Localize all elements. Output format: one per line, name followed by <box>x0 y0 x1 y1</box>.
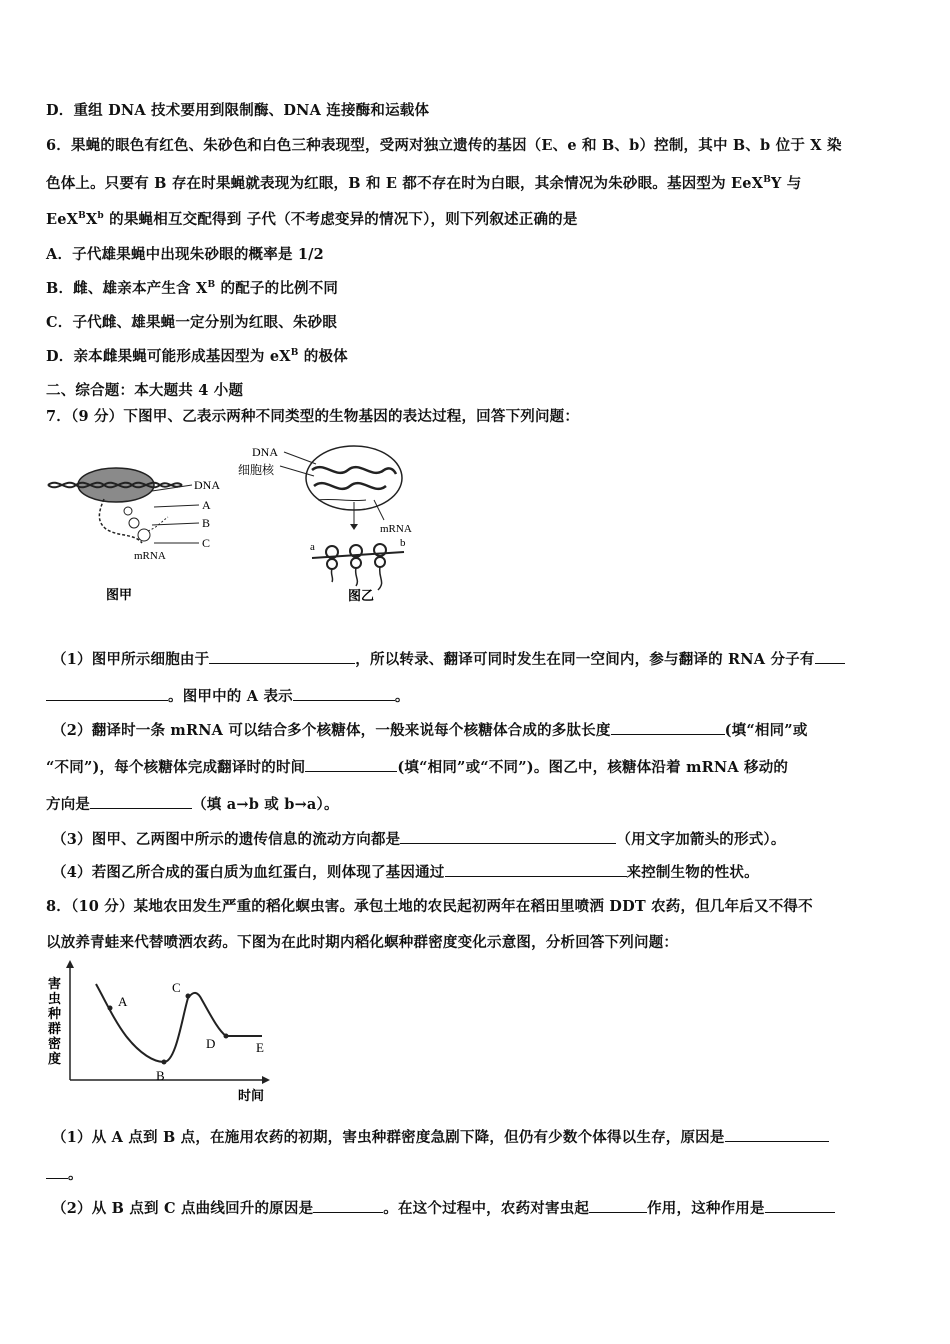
label-mrna: mRNA <box>134 550 166 562</box>
ribosome-yi-1b <box>327 559 337 569</box>
ribosome-yi-2b <box>351 558 361 568</box>
label-dna: DNA <box>194 478 220 492</box>
q5-option-d: D．重组 DNA 技术要用到限制酶、DNA 连接酶和运载体 <box>46 102 430 119</box>
x-axis-arrow <box>262 1076 270 1084</box>
label-a: A <box>202 498 211 512</box>
q6-stem-line1: 6．果蝇的眼色有红色、朱砂色和白色三种表现型，受两对独立遗传的基因（E、e 和 B、b）控制，其中 B、b 位于 X 染 <box>46 137 842 154</box>
mrna-inside <box>318 499 366 500</box>
caption-jia: 图甲 <box>106 587 133 602</box>
ribosome-yi-3b <box>375 557 385 567</box>
x-axis-label: 时间 <box>238 1088 265 1103</box>
answer-blank[interactable] <box>725 1127 829 1142</box>
label-nucleus: 细胞核 <box>238 463 275 477</box>
label-mrna-yi: mRNA <box>380 523 412 535</box>
svg-text:害: 害 <box>48 976 62 991</box>
transport-arrowhead <box>350 524 358 530</box>
dna-coil-2 <box>314 483 386 489</box>
answer-blank[interactable] <box>815 649 845 664</box>
mrna-strand <box>99 499 142 543</box>
answer-blank[interactable] <box>611 720 725 735</box>
point-d-label: D <box>206 1036 216 1051</box>
label-b: B <box>202 516 211 530</box>
svg-text:群: 群 <box>48 1021 62 1036</box>
point-a-marker <box>108 1006 113 1011</box>
label-c: C <box>202 536 211 550</box>
svg-text:虫: 虫 <box>48 991 62 1006</box>
caption-yi: 图乙 <box>348 588 375 603</box>
answer-blank[interactable] <box>305 757 397 772</box>
q6-option-b: B．雌、雄亲本产生含 $X^B$ 的配子的比例不同 <box>46 280 339 297</box>
point-b-marker <box>162 1060 167 1065</box>
answer-blank[interactable] <box>293 686 395 701</box>
y-axis-arrow <box>66 960 74 968</box>
section-title: 二、综合题：本大题共 4 小题 <box>46 382 244 399</box>
answer-blank[interactable] <box>46 686 168 701</box>
q8-part1-line2: 。 <box>46 1164 908 1185</box>
answer-blank[interactable] <box>46 1164 68 1179</box>
point-b-label: B <box>156 1068 165 1083</box>
peptide-3 <box>378 567 382 590</box>
point-c-marker <box>186 994 191 999</box>
q7-part3: （3）图甲、乙两图中所示的遗传信息的流动方向都是 （用文字加箭头的形式）。 <box>52 831 786 848</box>
q7-part2-line1: （2）翻译时一条 mRNA 可以结合多个核糖体，一般来说每个核糖体合成的多肽长度 (填“相同”或 <box>52 722 808 739</box>
q6-stem-line2: 色体上。只要有 B 存在时果蝇就表现为红眼，B 和 E 都不存在时为白眼，其余情况为朱砂眼。基因型为 EeX$^B$Y 与 <box>46 175 802 192</box>
q6-option-c: C．子代雌、雄果蝇一定分别为红眼、朱砂眼 <box>46 314 338 331</box>
answer-blank[interactable] <box>589 1198 647 1213</box>
label-b-yi: b <box>400 537 406 549</box>
q6-stem-line3: $EeX^BX^b$ 的果蝇相互交配得到 子代（不考虑变异的情况下），则下列叙述正确的是 <box>46 211 578 228</box>
answer-blank[interactable] <box>400 829 616 844</box>
population-density-graph <box>44 958 284 1106</box>
q7-part4: （4）若图乙所合成的蛋白质为血红蛋白，则体现了基因通过 来控制生物的性状。 <box>52 864 759 881</box>
answer-blank[interactable] <box>90 794 192 809</box>
q7-part2-line2: “不同”)，每个核糖体完成翻译时的时间 (填“相同”或“不同”)。图乙中，核糖体沿着 mRNA 移动的 <box>46 759 789 776</box>
ribosome-2 <box>129 518 139 528</box>
ribosome-1 <box>124 507 132 515</box>
svg-text:度: 度 <box>48 1051 62 1066</box>
figure-jia <box>44 455 239 610</box>
svg-text:种: 种 <box>48 1006 62 1021</box>
q8-part1-line1: （1）从 A 点到 B 点，在施用农药的初期，害虫种群密度急剧下降，但仍有少数个体得以生存，原因是 <box>52 1127 914 1148</box>
q8-stem-line1: 8．（10 分）某地农田发生严重的稻化螟虫害。承包土地的农民起初两年在稻田里喷洒 DDT 农药，但几年后又不得不 <box>46 898 813 915</box>
peptide-2 <box>356 568 358 586</box>
answer-blank[interactable] <box>445 862 627 877</box>
point-e-label: E <box>256 1040 264 1055</box>
q7-part1-line2: 。图甲中的 A 表示 。 <box>46 686 908 707</box>
q6-option-d: D．亲本雌果蝇可能形成基因型为 $eX^B$ 的极体 <box>46 348 348 365</box>
q8-stem-line2: 以放养青蛙来代替喷洒农药。下图为在此时期内稻化螟种群密度变化示意图，分析回答下列问题： <box>46 934 679 951</box>
point-a-label: A <box>118 994 128 1009</box>
label-a-yi: a <box>310 541 315 553</box>
svg-text:密: 密 <box>48 1036 62 1051</box>
point-d-marker <box>224 1034 229 1039</box>
point-c-label: C <box>172 980 181 995</box>
peptide-1 <box>331 569 332 582</box>
answer-blank[interactable] <box>209 649 355 664</box>
q8-part2: （2）从 B 点到 C 点曲线回升的原因是 。在这个过程中，农药对害虫起 作用，这种作用是 <box>52 1198 914 1219</box>
q7-part1-line1: （1）图甲所示细胞由于 ，所以转录、翻译可同时发生在同一空间内，参与翻译的 RNA 分子有 <box>52 649 914 670</box>
answer-blank[interactable] <box>765 1198 835 1213</box>
y-axis-label <box>47 976 62 1066</box>
q7-part2-line3: 方向是 （填 a→b 或 b→a）。 <box>46 796 339 813</box>
q6-option-a: A．子代雄果蝇中出现朱砂眼的概率是 1/2 <box>46 246 324 263</box>
answer-blank[interactable] <box>313 1198 383 1213</box>
figure-yi <box>232 440 432 610</box>
q7-stem: 7．（9 分）下图甲、乙表示两种不同类型的生物基因的表达过程，回答下列问题： <box>46 408 580 425</box>
pointer-dna-yi <box>284 452 316 464</box>
dna-coil-1 <box>312 467 396 474</box>
pointer-a <box>154 505 199 507</box>
label-dna-yi: DNA <box>252 445 278 459</box>
